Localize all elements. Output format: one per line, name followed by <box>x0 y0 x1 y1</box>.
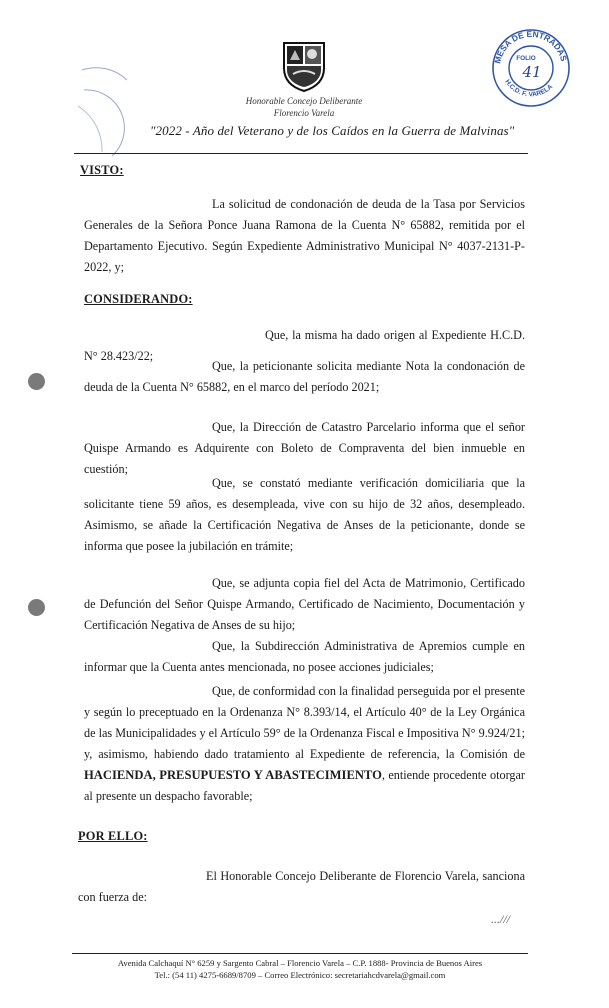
institution-name: Honorable Concejo Deliberante <box>245 96 363 106</box>
footer-address: Avenida Calchaquí N° 6259 y Sargento Cabral – Florencio Varela – C.P. 1888- Provincia de Buenos Aires <box>117 958 483 968</box>
crest-logo <box>281 40 327 92</box>
punch-hole-top <box>28 373 45 390</box>
paragraph-7-text-before: Que, de conformidad con la finalidad perseguida por el presente y según lo preceptuado en la Ordenanza N° 8.393/14, el Artículo 40° de la Ley Orgánica de las Municipalidades y el Artículo 59° de la Ordenanza Fiscal e Impositiva N° 9.924/21; y, asimismo, habiendo dado tratamiento al Expediente de referencia, la Comisión de <box>84 684 525 761</box>
stamp-folio-number: 41 <box>522 63 542 81</box>
stamp-ring-text: MESA DE ENTRADAS <box>492 28 570 65</box>
svg-text:H.C.D. F. VARELA <box>503 79 554 99</box>
considerando-heading: CONSIDERANDO: <box>84 292 193 306</box>
considerando-paragraph-4: Que, se constató mediante verificación domiciliaria que la solicitante tiene 59 años, es desempleada, vive con su hijo de 32 años, desempleado. Asimismo, se añade la Certificación Negativa de Anses de la peticionante, donde se informa que posee la jubilación en trámite; <box>84 476 525 553</box>
partial-stamp-left <box>72 60 132 160</box>
punch-hole-bottom <box>28 599 45 616</box>
visto-paragraph: La solicitud de condonación de deuda de la Tasa por Servicios Generales de la Señora Ponce Juana Ramona de la Cuenta N° 65882, remitida por el Departamento Ejecutivo. Según Expediente Administrativo Municipal N° 4037-2131-P-2022, y; <box>84 197 525 274</box>
considerando-paragraph-5: Que, se adjunta copia fiel del Acta de Matrimonio, Certificado de Defunción del Señor Quispe Armando, Certificado de Nacimiento, Documentación y Certificación Negativa de Anses de su hijo; <box>84 576 525 632</box>
considerando-paragraph-2: Que, la peticionante solicita mediante Nota la condonación de deuda de la Cuenta N° 65882, en el marco del período 2021; <box>84 359 525 394</box>
commission-name: HACIENDA, PRESUPUESTO Y ABASTECIMIENTO <box>84 768 382 782</box>
footer-rule <box>72 953 528 954</box>
considerando-paragraph-7 <box>84 681 525 807</box>
visto-heading: VISTO: <box>80 163 124 177</box>
continuation-mark: .../// <box>491 912 511 926</box>
considerando-paragraph-6: Que, la Subdirección Administrativa de Apremios cumple en informar que la Cuenta antes mencionada, no posee acciones judiciales; <box>84 639 525 674</box>
header-rule <box>74 153 528 154</box>
paragraph-7-text-after: , entiende procedente otorgar al presente un despacho favorable; <box>84 768 525 803</box>
year-motto: "2022 - Año del Veterano y de los Caídos en la Guerra de Malvinas" <box>150 123 515 138</box>
considerando-paragraph-1: Que, la misma ha dado origen al Expediente H.C.D. N° 28.423/22; <box>84 328 525 363</box>
stamp-folio-label: FOLIO <box>516 55 536 62</box>
reception-stamp <box>488 22 574 108</box>
por-ello-heading: POR ELLO: <box>78 829 148 843</box>
stamp-bottom-text: H.C.D. F. VARELA <box>503 78 555 99</box>
city-name: Florencio Varela <box>273 108 335 118</box>
footer-contact: Tel.: (54 11) 4275-6689/8709 – Correo Electrónico: secretariahcdvarela@gmail.com <box>154 970 446 980</box>
por-ello-paragraph: El Honorable Concejo Deliberante de Florencio Varela, sanciona con fuerza de: <box>78 869 525 904</box>
considerando-paragraph-3: Que, la Dirección de Catastro Parcelario informa que el señor Quispe Armando es Adquirente con Boleto de Compraventa del bien inmueble en cuestión; <box>84 420 525 476</box>
